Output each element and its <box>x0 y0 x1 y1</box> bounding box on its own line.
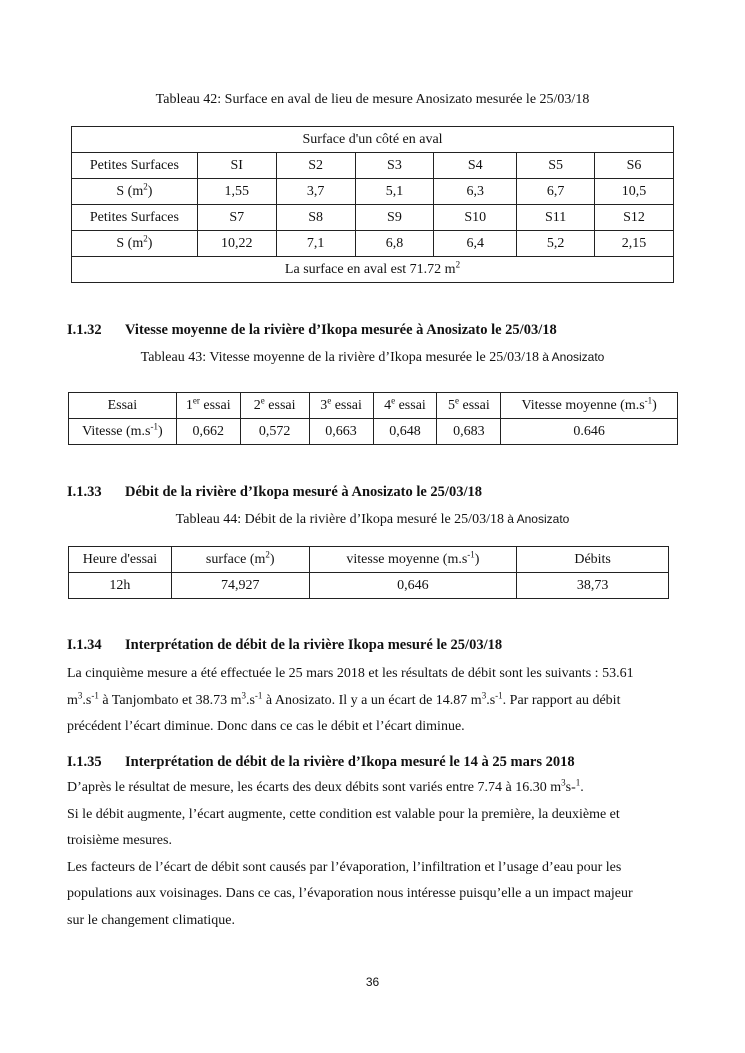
column-header: 4e essai <box>373 393 437 419</box>
table44-caption: Tableau 44: Débit de la rivière d’Ikopa mesuré le 25/03/18 à Anosizato <box>175 512 570 527</box>
table-cell: S5 <box>517 153 595 179</box>
paragraph: La cinquième mesure a été effectuée le 25 mars 2018 et les résultats de débit sont les suivants : 53.61 $m^3.s^{-1}$ à Tanjombato et 38.73 $m^3.s^{-1}$ à Anosizato. Il y a un écart de 14.87 $m^3.s^{-1}$. Par rapport au débit précédent l’écart diminue. Donc dans ce cas le débit et l’écart diminue. <box>67 666 634 734</box>
column-header: surface $(m^2)$ <box>171 547 309 573</box>
section-title: Débit de la rivière d’Ikopa mesuré à Anosizato le 25/03/18 <box>125 484 482 500</box>
table42 <box>71 126 674 283</box>
column-header: Essai <box>69 393 177 419</box>
table-cell: 0.646 <box>501 419 678 445</box>
table43 <box>68 392 678 445</box>
column-header: Heure d'essai <box>69 547 172 573</box>
table42-footer: La surface en aval est 71.72 $m^2$ <box>72 257 674 283</box>
table-cell: 6,4 <box>434 231 517 257</box>
table-cell: 1,55 <box>197 179 276 205</box>
section-number: I.1.32 <box>67 322 102 338</box>
column-header: Débits <box>517 547 669 573</box>
row-label: Vitesse $(m.s^{-1})$ <box>69 419 177 445</box>
table-cell: 3,7 <box>276 179 355 205</box>
table-cell: S7 <box>197 205 276 231</box>
table-cell: 7,1 <box>276 231 355 257</box>
table-cell: 0,663 <box>309 419 373 445</box>
table-cell: S8 <box>276 205 355 231</box>
table-cell: S9 <box>355 205 434 231</box>
paragraph: D’après le résultat de mesure, les écarts des deux débits sont variés entre 7.74 à 16.30 $m^3s-^1$. Si le débit augmente, l’écart augmente, cette condition est valable pour la première, la deuxième et troisième mesures. Les facteurs de l’écart de débit sont causés par l’évaporation, l’infiltration et l’usage d’eau pour les populations aux voisinages. Dans ce cas, l’évaporation nous intéresse puisqu’elle a un impact majeur sur le changement climatique. <box>67 777 633 928</box>
table-cell: 0,572 <box>240 419 309 445</box>
table-cell: 5,2 <box>517 231 595 257</box>
table-cell: 10,5 <box>595 179 674 205</box>
column-header: 1er essai <box>176 393 240 419</box>
column-header: Vitesse moyenne $(m.s^{-1})$ <box>501 393 678 419</box>
table-cell: 6,3 <box>434 179 517 205</box>
table43-caption: Tableau 43: Vitesse moyenne de la rivière d’Ikopa mesurée le 25/03/18 à Anosizato <box>140 350 605 365</box>
row-label: S $(m^2)$ <box>72 179 198 205</box>
column-header: 2e essai <box>240 393 309 419</box>
table-row <box>72 205 674 231</box>
page-number: 36 <box>365 975 380 989</box>
table-cell: 6,7 <box>517 179 595 205</box>
table-cell: S12 <box>595 205 674 231</box>
table-cell: 0,646 <box>309 573 517 599</box>
section-heading <box>67 637 502 654</box>
section-number: I.1.34 <box>67 637 102 653</box>
table44 <box>68 546 669 599</box>
table-row <box>72 231 674 257</box>
row-label: Petites Surfaces <box>72 205 198 231</box>
row-label: S $(m^2)$ <box>72 231 198 257</box>
table-row <box>72 153 674 179</box>
table-cell: S10 <box>434 205 517 231</box>
table42-header: Surface d'un côté en aval <box>72 127 674 153</box>
table-cell: 10,22 <box>197 231 276 257</box>
table-cell: 0,662 <box>176 419 240 445</box>
section-heading <box>67 322 557 339</box>
table-header-row <box>69 547 669 573</box>
table-cell: 12h <box>69 573 172 599</box>
section-title: Interprétation de débit de la rivière Ikopa mesuré le 25/03/18 <box>125 637 503 653</box>
table-cell: 5,1 <box>355 179 434 205</box>
table-header-row <box>69 393 678 419</box>
table-cell: 0,648 <box>373 419 437 445</box>
table-cell: 2,15 <box>595 231 674 257</box>
table-cell: S3 <box>355 153 434 179</box>
column-header: vitesse moyenne $(m.s^{-1})$ <box>309 547 517 573</box>
section-number: I.1.35 <box>67 754 102 770</box>
table-cell: SI <box>197 153 276 179</box>
section-number: I.1.33 <box>67 484 102 500</box>
table-row <box>69 419 678 445</box>
table-row <box>72 179 674 205</box>
table-cell: 6,8 <box>355 231 434 257</box>
section-heading <box>67 484 482 501</box>
column-header: 5e essai <box>437 393 501 419</box>
row-label: Petites Surfaces <box>72 153 198 179</box>
table-cell: S6 <box>595 153 674 179</box>
section-title: Vitesse moyenne de la rivière d’Ikopa mesurée à Anosizato le 25/03/18 <box>125 322 557 338</box>
column-header: 3e essai <box>309 393 373 419</box>
table-cell: S11 <box>517 205 595 231</box>
table-cell: 38,73 <box>517 573 669 599</box>
table-cell: S4 <box>434 153 517 179</box>
table42-caption: Tableau 42: Surface en aval de lieu de mesure Anosizato mesurée le 25/03/18 <box>155 92 590 107</box>
table-cell: S2 <box>276 153 355 179</box>
table-row <box>69 573 669 599</box>
section-title: Interprétation de débit de la rivière d’Ikopa mesuré le 14 à 25 mars 2018 <box>125 754 575 770</box>
table-cell: 74,927 <box>171 573 309 599</box>
section-heading <box>67 754 575 771</box>
table-cell: 0,683 <box>437 419 501 445</box>
